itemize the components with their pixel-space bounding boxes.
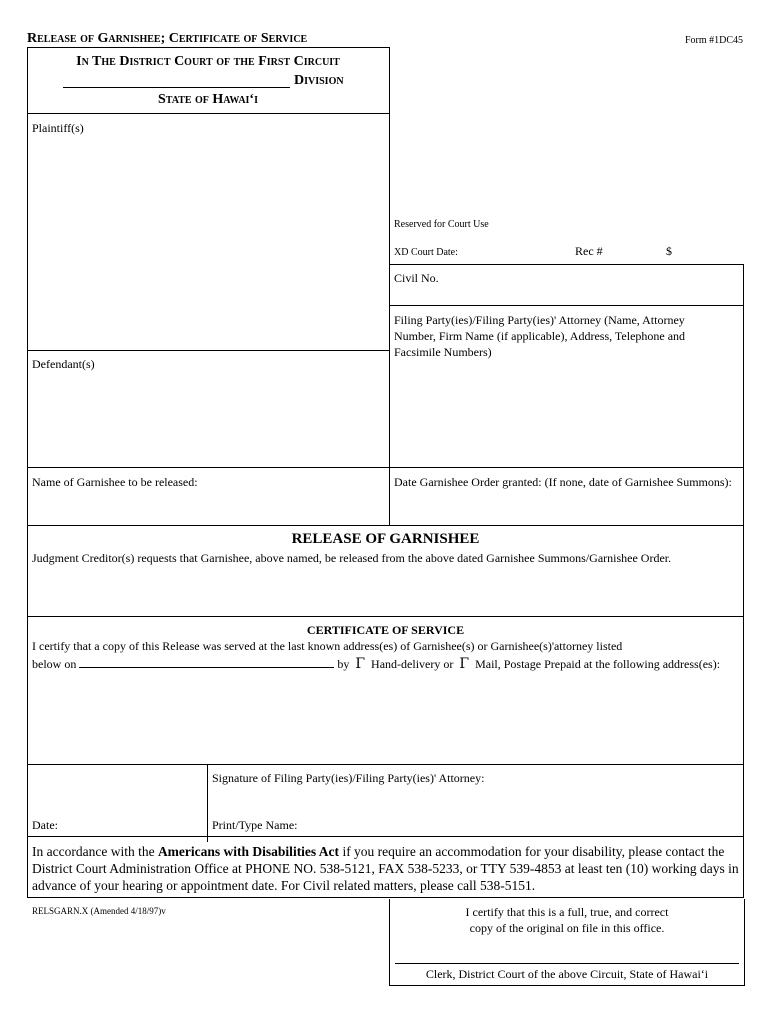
release-heading: RELEASE OF GARNISHEE bbox=[291, 531, 480, 547]
order-date-label[interactable]: Date Garnishee Order granted: (If none, date of Garnishee Summons): bbox=[394, 475, 732, 489]
ada-section-bottom bbox=[27, 897, 744, 898]
hand-delivery-label: Hand-delivery or bbox=[371, 657, 454, 671]
date-label[interactable]: Date: bbox=[32, 818, 58, 832]
plaintiff-defendant-divider bbox=[27, 350, 389, 351]
below-on-label: below on bbox=[32, 657, 77, 671]
civil-box-top bbox=[389, 264, 744, 265]
certificate-section-top bbox=[27, 616, 744, 617]
certificate-line1: I certify that a copy of this Release was served at the last known address(es) of Garnishee(s) or Garnishee(s)'attorney listed bbox=[32, 639, 623, 653]
civil-box-bottom bbox=[389, 305, 744, 306]
service-date-blank[interactable] bbox=[79, 657, 334, 668]
form-number: Form #1DC45 bbox=[685, 35, 744, 46]
rec-label: Rec # bbox=[575, 244, 603, 258]
signature-date-divider bbox=[207, 764, 208, 842]
form-title: Release of Garnishee; Certificate of Service bbox=[27, 31, 308, 46]
print-name-label[interactable]: Print/Type Name: bbox=[212, 818, 298, 832]
left-border bbox=[27, 113, 28, 467]
clerk-caption: Clerk, District Court of the above Circuit, State of Hawai‘i bbox=[425, 967, 709, 981]
division-blank[interactable] bbox=[63, 87, 290, 88]
reserved-court-use-label: Reserved for Court Use bbox=[394, 219, 489, 230]
dollar-label: $ bbox=[666, 244, 672, 258]
right-border-upper bbox=[743, 264, 744, 467]
state-label: State of Hawai‘i bbox=[158, 92, 258, 107]
garnishee-row-divider bbox=[389, 467, 390, 525]
clerk-certify-line1: I certify that this is a full, true, and correct bbox=[465, 905, 669, 919]
garnishee-name-label[interactable]: Name of Garnishee to be released: bbox=[32, 475, 198, 489]
left-border-mid bbox=[27, 467, 28, 842]
signature-section-top bbox=[27, 764, 744, 765]
filing-party-label: Filing Party(ies)/Filing Party(ies)' Attorney (Name, Attorney Number, Firm Name (if applicable), Address, Telephone and Facsimile Numbers) bbox=[394, 313, 686, 359]
release-section-top bbox=[27, 525, 744, 526]
certificate-heading: CERTIFICATE OF SERVICE bbox=[306, 623, 465, 637]
civil-no-label[interactable]: Civil No. bbox=[394, 271, 439, 285]
court-line: In The District Court of the First Circuit bbox=[76, 54, 340, 69]
clerk-signature-line[interactable] bbox=[395, 963, 739, 964]
ada-left-border bbox=[27, 836, 28, 897]
signature-label[interactable]: Signature of Filing Party(ies)/Filing Party(ies)' Attorney: bbox=[212, 771, 485, 785]
ada-notice bbox=[32, 843, 740, 894]
by-label: by bbox=[337, 657, 350, 671]
division-label: Division bbox=[294, 73, 344, 88]
mail-label: Mail, Postage Prepaid at the following address(es): bbox=[475, 657, 721, 671]
release-text: Judgment Creditor(s) requests that Garnishee, above named, be released from the above dated Garnishee Summons/Garnishee Order. bbox=[32, 551, 672, 565]
certificate-line2 bbox=[32, 656, 720, 672]
right-border-mid bbox=[743, 467, 744, 842]
ada-right-border bbox=[743, 836, 744, 897]
defendant-label: Defendant(s) bbox=[32, 357, 95, 371]
garnishee-row-top bbox=[27, 467, 744, 468]
hand-delivery-checkbox[interactable]: Γ bbox=[355, 656, 366, 672]
ada-act-name: Americans with Disabilities Act bbox=[157, 844, 340, 859]
ada-rest: if you require an accommodation for your disability, please contact the District Court Administration Office at PHONE NO. 538-5121, FAX 538-5233, or TTY 539-4853 at least ten (10) working days in advance of your hearing or appointment date. For Civil related matters, please call 538-5151. bbox=[32, 844, 739, 893]
plaintiff-label: Plaintiff(s) bbox=[32, 121, 84, 135]
plaintiff-top-line bbox=[27, 113, 389, 114]
ada-prefix: In accordance with the bbox=[32, 844, 155, 859]
title-underline bbox=[27, 47, 389, 48]
xd-court-date-label: XD Court Date: bbox=[394, 247, 458, 258]
clerk-certify-line2: copy of the original on file in this office. bbox=[469, 921, 665, 935]
ada-section-top bbox=[27, 836, 744, 837]
footer-code: RELSGARN.X (Amended 4/18/97)v bbox=[32, 906, 166, 916]
court-box-right bbox=[389, 47, 390, 467]
mail-checkbox[interactable]: Γ bbox=[459, 656, 470, 672]
